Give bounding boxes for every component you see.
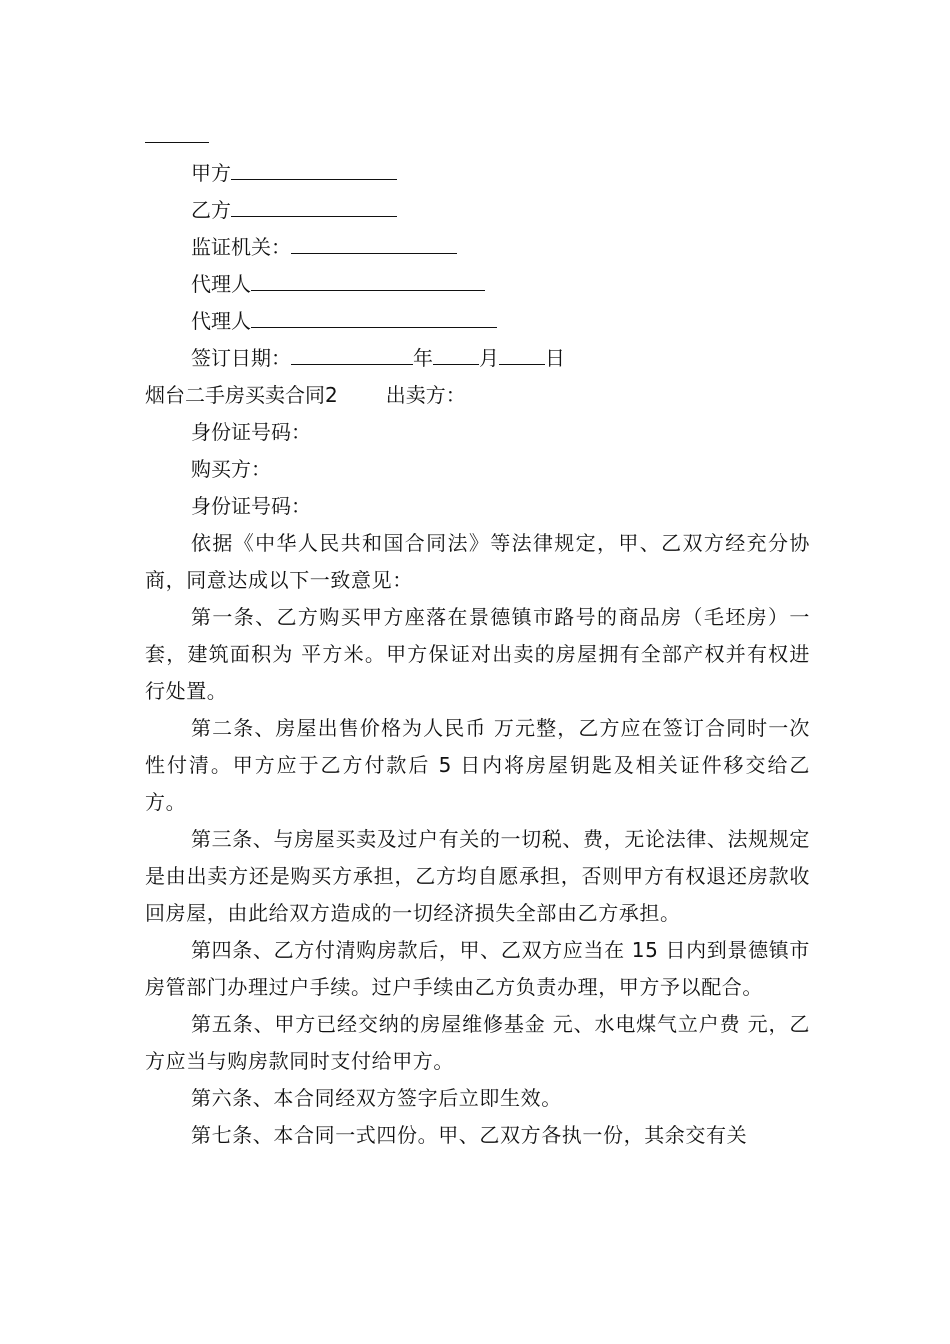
year-label: 年 bbox=[413, 346, 433, 370]
party-b-blank bbox=[231, 194, 397, 217]
seller-id-label: 身份证号码： bbox=[191, 420, 311, 444]
party-b-line bbox=[145, 192, 810, 229]
buyer-label: 购买方： bbox=[191, 457, 271, 481]
year-blank bbox=[291, 342, 413, 365]
buyer-id-line bbox=[145, 488, 810, 525]
document-page bbox=[145, 118, 810, 1154]
day-label: 日 bbox=[545, 346, 565, 370]
article-7: 第七条、本合同一式四份。甲、乙双方各执一份，其余交有关 bbox=[191, 1123, 748, 1147]
article-1: 第一条、乙方购买甲方座落在景德镇市路号的商品房（毛坯房）一套，建筑面积为 平方米。甲方保证对出卖的房屋拥有全部产权并有权进行处置。 bbox=[145, 605, 810, 703]
article-2: 第二条、房屋出售价格为人民币 万元整，乙方应在签订合同时一次性付清。甲方应于乙方付款后 5 日内将房屋钥匙及相关证件移交给乙方。 bbox=[145, 716, 810, 814]
seller-id-line bbox=[145, 414, 810, 451]
paragraph-basis: 依据《中华人民共和国合同法》等法律规定，甲、乙双方经充分协商，同意达成以下一致意见： bbox=[145, 531, 810, 592]
day-blank bbox=[499, 342, 545, 365]
notary-line bbox=[145, 229, 810, 266]
agent-line-1 bbox=[145, 266, 810, 303]
blank-line bbox=[145, 120, 209, 143]
month-blank bbox=[433, 342, 479, 365]
party-a-line bbox=[145, 155, 810, 192]
agent-label: 代理人 bbox=[191, 272, 251, 296]
notary-blank bbox=[291, 231, 457, 254]
buyer-line bbox=[145, 451, 810, 488]
agent-blank bbox=[251, 268, 485, 291]
party-a-blank bbox=[231, 157, 397, 180]
contract-title: 烟台二手房买卖合同2 bbox=[145, 383, 338, 407]
seller-label: 出卖方： bbox=[385, 383, 466, 407]
article-3: 第三条、与房屋买卖及过户有关的一切税、费，无论法律、法规规定是由出卖方还是购买方承担，乙方均自愿承担，否则甲方有权退还房款收回房屋，由此给双方造成的一切经济损失全部由乙方承担。 bbox=[145, 827, 810, 925]
top-underline bbox=[145, 118, 810, 155]
party-b-label: 乙方 bbox=[191, 198, 231, 222]
agent-blank bbox=[251, 305, 497, 328]
agent-line-2 bbox=[145, 303, 810, 340]
buyer-id-label: 身份证号码： bbox=[191, 494, 311, 518]
date-line bbox=[145, 340, 810, 377]
notary-label: 监证机关： bbox=[191, 235, 291, 259]
article-4: 第四条、乙方付清购房款后，甲、乙双方应当在 15 日内到景德镇市房管部门办理过户手续。过户手续由乙方负责办理，甲方予以配合。 bbox=[145, 938, 810, 999]
article-6: 第六条、本合同经双方签字后立即生效。 bbox=[191, 1086, 562, 1110]
month-label: 月 bbox=[479, 346, 499, 370]
agent-label: 代理人 bbox=[191, 309, 251, 333]
party-a-label: 甲方 bbox=[191, 161, 231, 185]
date-label: 签订日期： bbox=[191, 346, 291, 370]
article-5: 第五条、甲方已经交纳的房屋维修基金 元、水电煤气立户费 元，乙方应当与购房款同时支付给甲方。 bbox=[145, 1012, 810, 1073]
contract-title-line bbox=[145, 377, 810, 414]
